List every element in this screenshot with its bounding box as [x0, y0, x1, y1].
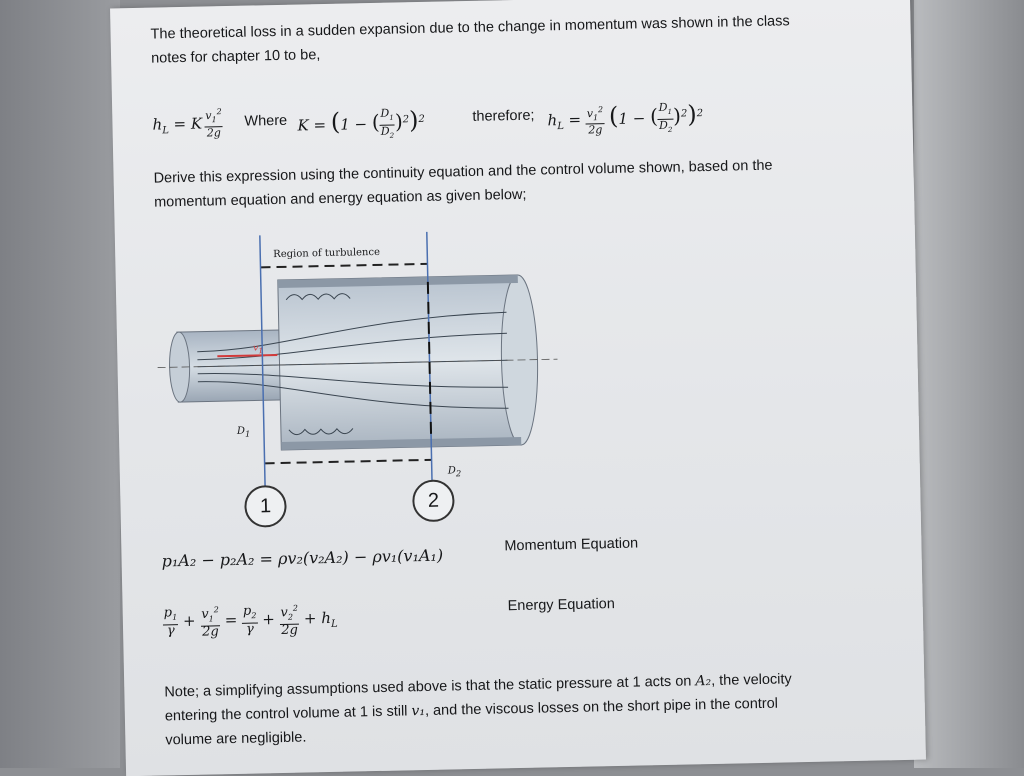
note-line-2-text-b: , and the viscous losses on the short pipe in the control [424, 695, 779, 720]
therefore-label: therefore; [472, 107, 535, 125]
note-line-1-text-a: Note; a simplifying assumptions used above is that the static pressure at 1 acts on [164, 673, 696, 701]
d2-letter: D [447, 465, 456, 477]
energy-equation-label: Energy Equation [507, 596, 616, 615]
section-1-marker: 1 [244, 485, 287, 528]
d2-label [448, 465, 462, 478]
derive-line-2: momentum equation and energy equation as given below; [153, 186, 527, 211]
head-loss-formula: $h_L = K$ $\frac{v_1^2}{2g}$ Where K = (1 − ( $\frac{D_1}{D_2}$ )$^2$)$^2$ therefore; $h_L$ = $\frac{v_1^2}{2g}$ (1 − ( $\frac{D_1}{D_2}$ )$^2$)$^2$ [152, 100, 704, 140]
energy-equation: $\frac{p_1}{\gamma}$ + $\frac{v_1^2}{2g}$ = $\frac{p_2}{\gamma}$ + $\frac{v_2^2}{2g}$ + $h_L$ [163, 603, 338, 640]
paper-sheet [110, 0, 926, 776]
d1-label [237, 426, 251, 439]
d1-subscript: 1 [244, 428, 251, 439]
background-left [0, 0, 120, 768]
note-line-1-text-b: , the velocity [710, 671, 792, 690]
note-a2-symbol: A₂ [695, 673, 712, 690]
background-right [914, 0, 1024, 768]
d2-subscript: 2 [455, 468, 462, 479]
pipe-diagram [155, 219, 561, 527]
intro-line-2: notes for chapter 10 to be, [150, 47, 321, 67]
momentum-equation: p₁A₂ − p₂A₂ = ρv₂(v₂A₂) − ρv₁(v₁A₁) [161, 545, 444, 571]
v1-letter: v [253, 343, 259, 354]
note-line-3: volume are negligible. [165, 729, 307, 749]
where-label: Where [244, 112, 288, 130]
region-of-turbulence-label: Region of turbulence [273, 246, 381, 261]
sudden-expansion-figure [155, 219, 561, 527]
d1-letter: D [236, 425, 246, 437]
note-line-2-text-a: entering the control volume at 1 is still [164, 703, 412, 725]
derive-line-1: Derive this expression using the continuity equation and the control volume shown, based on the [153, 157, 773, 187]
v1-label [253, 343, 263, 355]
v1-subscript: 1 [258, 346, 264, 356]
note-v1-symbol: v₁ [411, 703, 426, 720]
intro-line-1: The theoretical loss in a sudden expansion due to the change in momentum was shown in the class [150, 13, 790, 43]
momentum-equation-label: Momentum Equation [504, 535, 639, 555]
section-2-marker: 2 [412, 479, 455, 522]
